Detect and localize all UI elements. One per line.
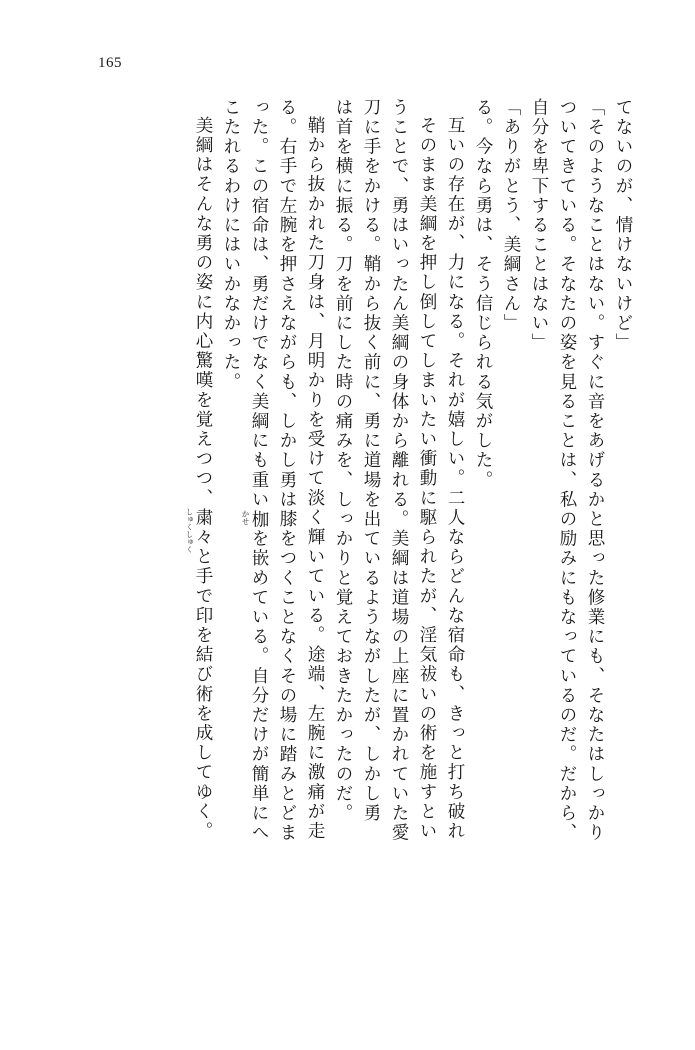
text-line: うことで、勇はいったん美綱の身体から離れる。美綱は道場の上座に置かれていた愛	[390, 98, 410, 843]
text-line: こたれるわけにはいかなかった。	[222, 98, 242, 392]
text-line: る。右手で左腕を押さえながらも、しかし勇は膝をつくことなくその場に踏みとどま	[278, 98, 298, 843]
text-line: 自分を卑下することはない」	[530, 98, 550, 353]
text-line: 互いの存在が、力になる。それが嬉しい。二人ならどんな宿命も、きっと打ち破れ	[446, 116, 466, 842]
text-line: てないのが、情けないけど」	[614, 98, 634, 353]
text-line: 「そのようなことはない。すぐに音をあげるかと思った修業にも、そなたはしっかり	[586, 98, 606, 843]
ruby-text: かせ	[241, 509, 250, 525]
text-line: った。この宿命は、勇だけでなく美綱にも重い枷 かせ を嵌めている。自分だけが簡単にへ	[241, 98, 270, 843]
text-line: 鞘から抜かれた刀身は、月明かりを受けて淡く輝いている。途端、左腕に激痛が走	[306, 116, 326, 842]
ruby-base: 枷	[250, 509, 270, 530]
text-line: ついてきている。そなたの姿を見ることは、私の励みにもなっているのだ。だから、	[558, 98, 578, 843]
ruby-base: 粛々	[194, 508, 214, 548]
text-line: る。今なら勇は、そう信じられる気がした。	[474, 98, 494, 490]
vertical-text-body	[62, 98, 632, 958]
text-line: は首を横に振る。刀を前にした時の痛みを、しっかりと覚えておきたかったのだ。	[334, 98, 354, 824]
text-line: 美綱はそんな勇の姿に内心驚嘆を覚えつつ、粛々 しゅくしゅく と手で印を結び術を成してゆく。	[185, 116, 214, 842]
page-number: 165	[98, 55, 122, 71]
text-line: そのまま美綱を押し倒してしまいたい衝動に駆られたが、淫気祓いの術を施すとい	[418, 116, 438, 842]
text-line: 「ありがとう、美綱さん」	[502, 98, 522, 334]
ruby-annotation	[241, 509, 270, 530]
ruby-text: しゅくしゅく	[185, 508, 194, 553]
text-line: 刀に手をかける。鞘から抜く前に、勇に道場を出ているようながしたが、しかし勇	[362, 98, 382, 824]
ruby-annotation	[185, 508, 214, 553]
